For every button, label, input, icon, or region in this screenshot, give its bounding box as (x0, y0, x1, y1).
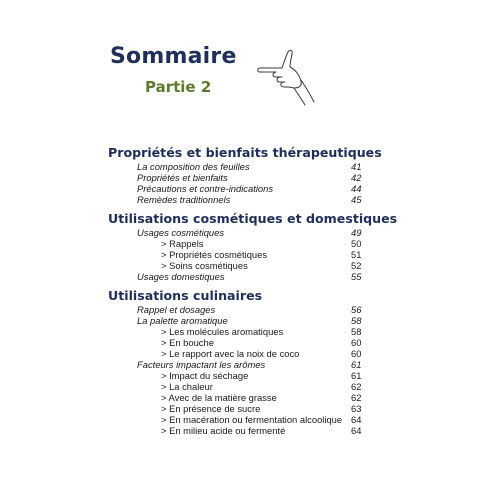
entry-page-number: 50 (351, 238, 362, 249)
entry-label: > Le rapport avec la noix de coco (161, 348, 300, 359)
entry-page-number: 51 (351, 249, 362, 260)
page-subtitle: Partie 2 (145, 78, 212, 96)
entry-page-number: 49 (351, 227, 362, 238)
toc-entry (108, 315, 408, 326)
entry-label: Propriétés et bienfaits (137, 172, 228, 183)
toc-subentry (108, 260, 408, 271)
toc-subentry (108, 414, 408, 425)
toc-subentry (108, 326, 408, 337)
entry-page-number: 60 (351, 348, 362, 359)
page-title: Sommaire (110, 44, 237, 69)
toc-subentry (108, 249, 408, 260)
entry-label: > En milieu acide ou fermenté (161, 425, 286, 436)
section-title: Utilisations culinaires (108, 288, 263, 303)
section-entries (108, 161, 408, 205)
section-entries (108, 227, 408, 282)
toc-subentry (108, 348, 408, 359)
entry-page-number: 55 (351, 271, 362, 282)
entry-page-number: 63 (351, 403, 362, 414)
entry-label: > Avec de la matière grasse (161, 392, 277, 403)
entry-page-number: 44 (351, 183, 362, 194)
entry-label: > Propriétés cosmétiques (161, 249, 268, 260)
toc-subentry (108, 370, 408, 381)
entry-label: > En macération ou fermentation alcoolique (161, 414, 343, 425)
section-title: Utilisations cosmétiques et domestiques (108, 211, 398, 226)
entry-page-number: 61 (351, 359, 362, 370)
entry-label: Remèdes traditionnels (137, 194, 231, 205)
toc-entry (108, 227, 408, 238)
toc-entry (108, 183, 408, 194)
entry-page-number: 52 (351, 260, 362, 271)
entry-label: > Impact du séchage (161, 370, 249, 381)
entry-label: La palette aromatique (137, 315, 228, 326)
entry-label: > La chaleur (161, 381, 213, 392)
table-of-contents (108, 145, 408, 442)
entry-label: > En présence de sucre (161, 403, 261, 414)
entry-label: La composition des feuilles (137, 161, 250, 172)
entry-page-number: 61 (351, 370, 362, 381)
toc-subentry (108, 392, 408, 403)
entry-page-number: 62 (351, 392, 362, 403)
toc-subentry (108, 425, 408, 436)
entry-page-number: 42 (351, 172, 362, 183)
section-title: Propriétés et bienfaits thérapeutiques (108, 145, 382, 160)
entry-label: Rappel et dosages (137, 304, 216, 315)
toc-entry (108, 172, 408, 183)
entry-page-number: 64 (351, 414, 362, 425)
entry-page-number: 64 (351, 425, 362, 436)
toc-subentry (108, 403, 408, 414)
entry-label: > En bouche (161, 337, 214, 348)
entry-page-number: 60 (351, 337, 362, 348)
toc-subentry (108, 238, 408, 249)
entry-page-number: 58 (351, 326, 362, 337)
entry-page-number: 45 (351, 194, 362, 205)
toc-entry (108, 271, 408, 282)
entry-page-number: 62 (351, 381, 362, 392)
entry-label: Usages domestiques (137, 271, 225, 282)
entry-label: > Soins cosmétiques (161, 260, 248, 271)
toc-subentry (108, 337, 408, 348)
toc-entry (108, 194, 408, 205)
toc-subentry (108, 381, 408, 392)
entry-page-number: 58 (351, 315, 362, 326)
toc-entry (108, 304, 408, 315)
entry-label: > Les molécules aromatiques (161, 326, 284, 337)
pointing-hand-icon (252, 48, 318, 106)
entry-label: Précautions et contre-indications (137, 183, 274, 194)
entry-page-number: 41 (351, 161, 362, 172)
toc-entry (108, 359, 408, 370)
entry-label: Facteurs impactant les arômes (137, 359, 266, 370)
entry-page-number: 56 (351, 304, 362, 315)
entry-label: > Rappels (161, 238, 204, 249)
entry-label: Usages cosmétiques (137, 227, 225, 238)
toc-entry (108, 161, 408, 172)
section-entries (108, 304, 408, 436)
